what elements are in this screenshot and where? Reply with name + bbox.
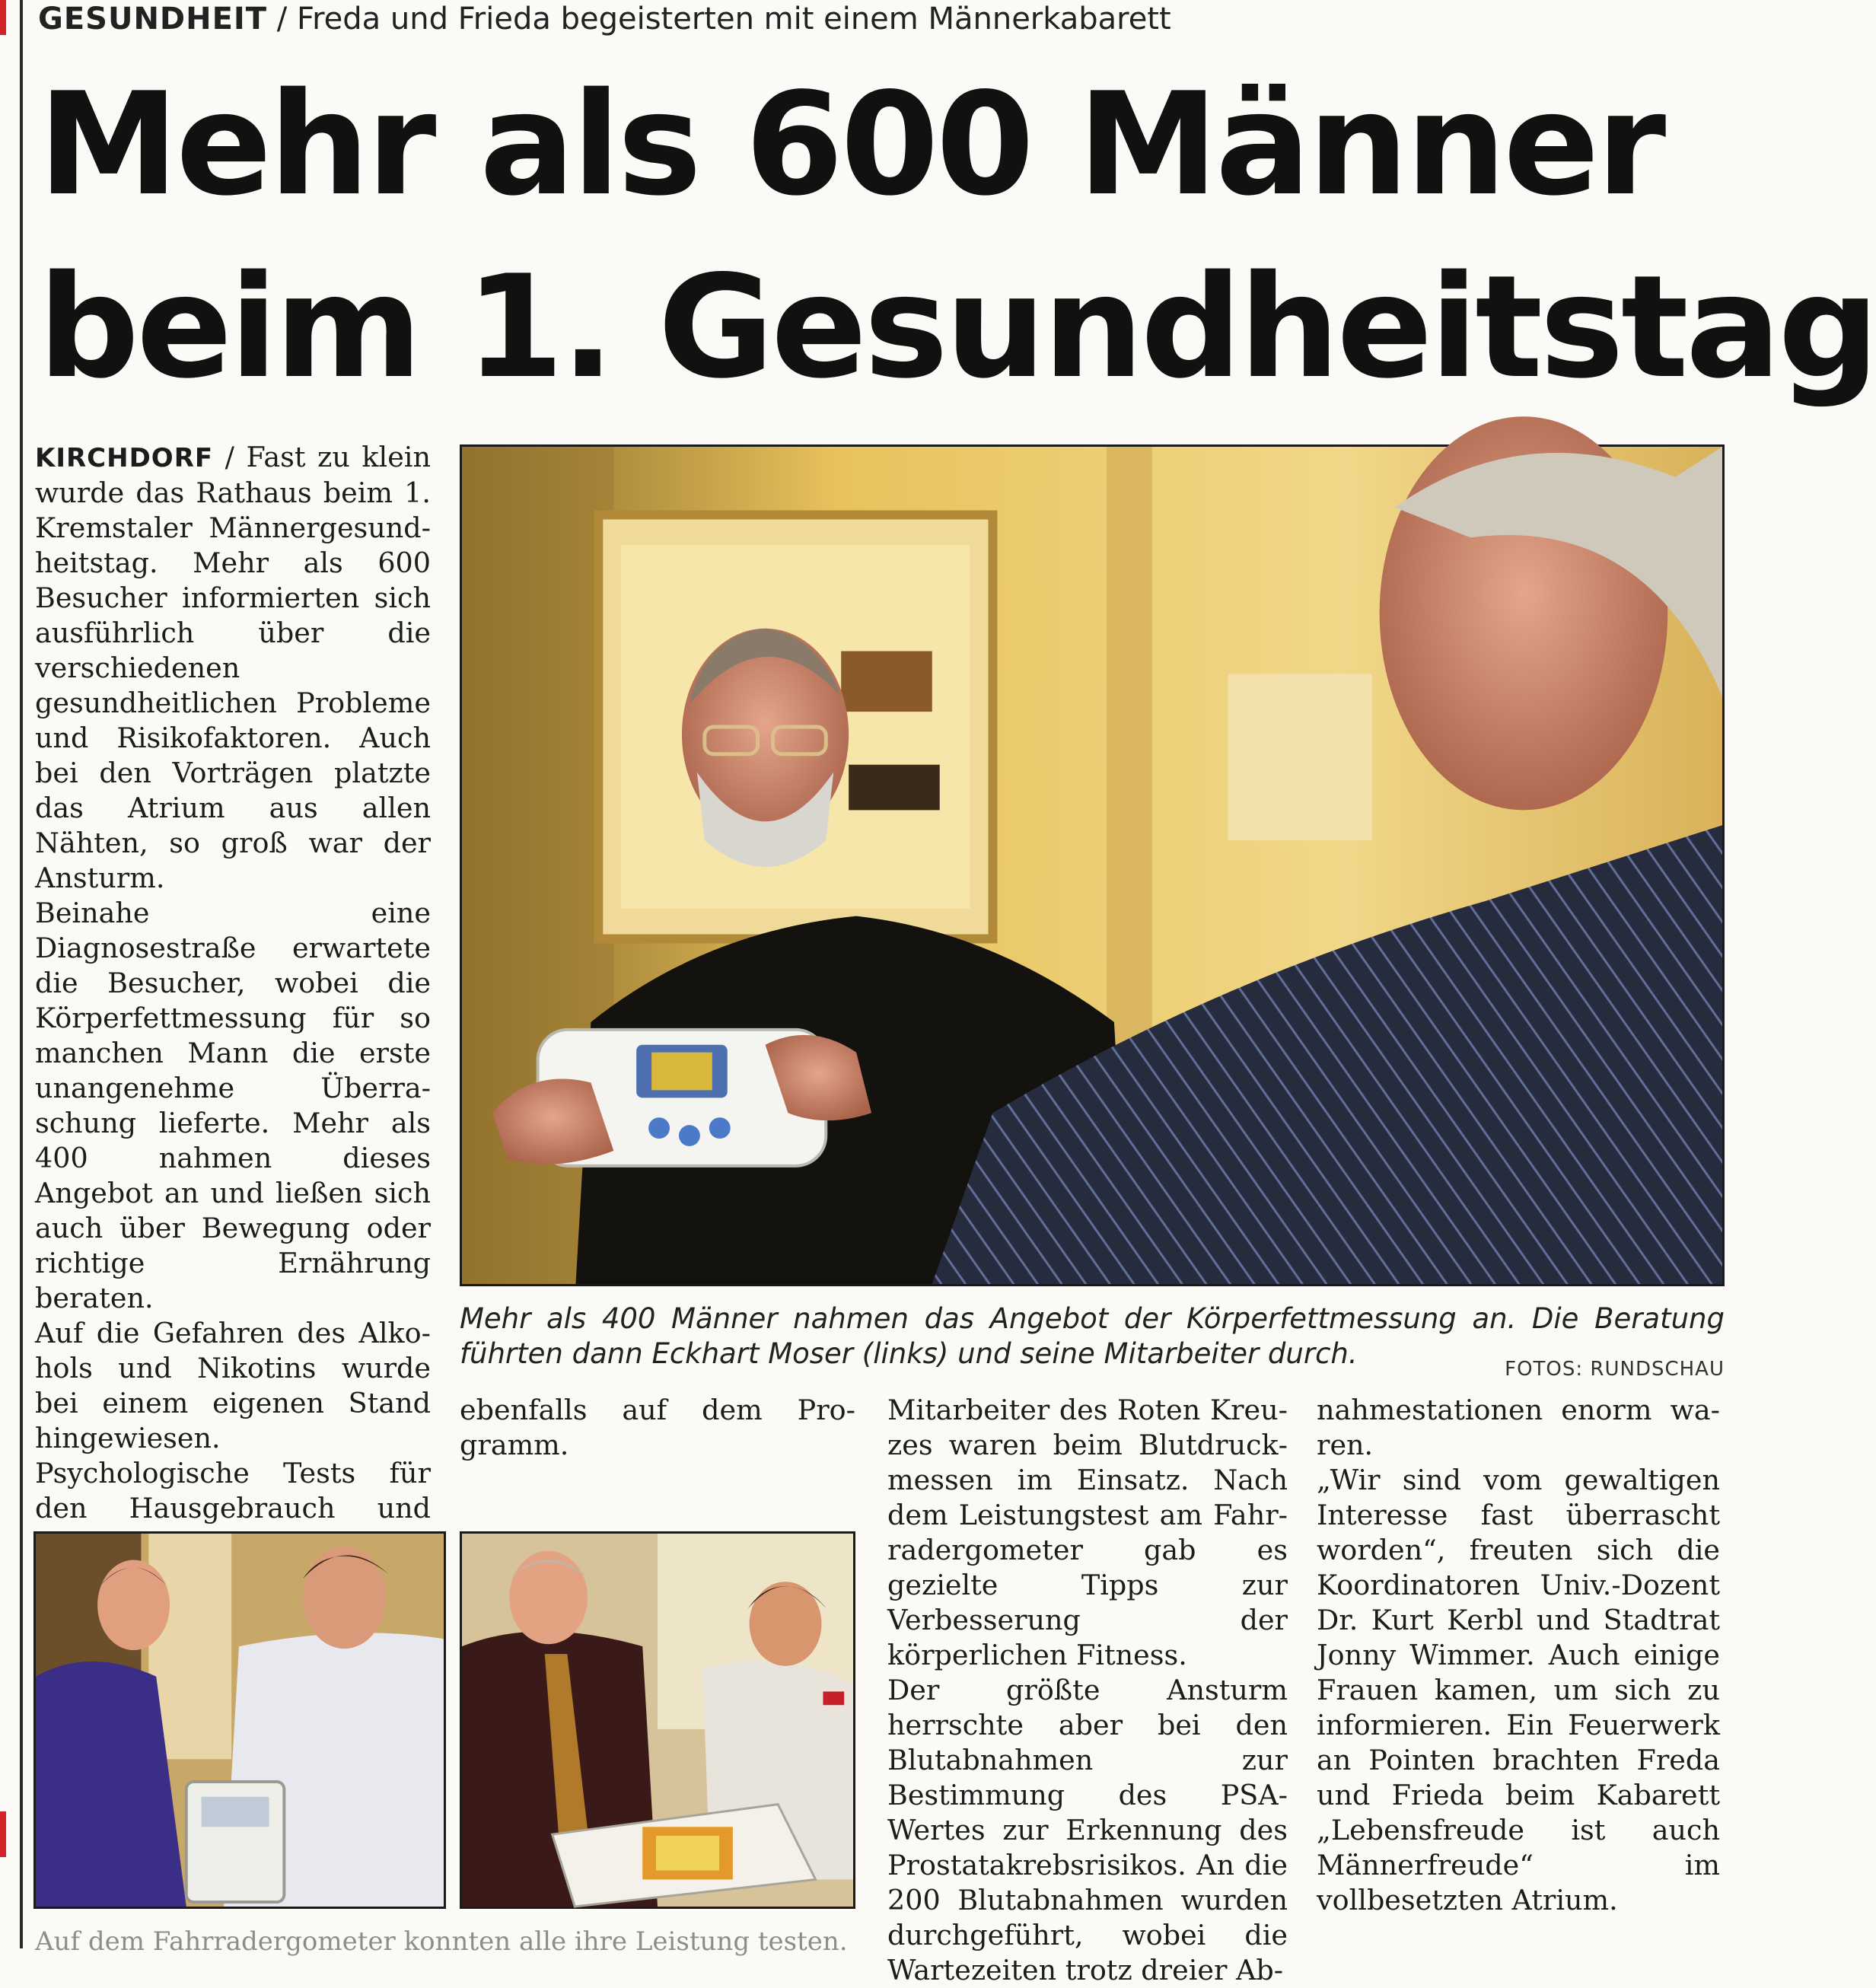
cut-off-caption: Auf dem Fahrradergometer konnten alle ihre Leistung testen. [35, 1926, 848, 1957]
paragraph: Der größte Ansturm herrschte aber bei den Blutabnahmen zur Bestimmung des PSA-Wertes zur Erkennung des Prostatakrebsrisikos. An die 200 Blutabnahmen wurden durchgeführt, wobei die Wartezeiten trotz dreier Ab- [887, 1674, 1288, 1986]
kicker-separator: / [267, 2, 297, 37]
ergometer-photo-illustration [36, 1534, 444, 1907]
photo-caption: Mehr als 400 Männer nahmen das Angebot der Körperfettmessung an. Die Beratung führten dann Eckhart Moser (links) und seine Mitarbeiter durch. [460, 1302, 1725, 1370]
headline-line-1: Mehr als 600 Männer [38, 62, 1664, 227]
main-photo-illustration [462, 447, 1722, 1284]
paragraph: Auf die Gefahren des Alkohols und Nikotins wurde bei einem eigenen Stand hingewiesen. Psychologische Tests für den Hausgebrauch und [35, 1317, 431, 1524]
main-photo [460, 444, 1725, 1286]
paragraph: Mitarbeiter des Roten Kreuzes waren beim Blutdruckmessen im Einsatz. Nach dem Leistungstest am Fahrradergometer gab es gezielte Tipps zur Verbesserung der körperlichen Fitness. [887, 1394, 1288, 1671]
kicker-section: GESUNDHEIT [38, 2, 268, 37]
edge-mark-top [0, 0, 6, 35]
dateline-separator: / [213, 441, 247, 473]
article-column-1 [35, 440, 431, 1524]
kicker [38, 0, 1758, 38]
dateline: KIRCHDORF [35, 443, 214, 473]
paragraph: ebenfalls auf dem Programm. [460, 1394, 855, 1461]
kicker-text: Freda und Frieda begeisterten mit einem Männerkabarett [297, 2, 1171, 37]
headline-line-2: beim 1. Gesundheitstag [38, 244, 1876, 409]
photo-credit: FOTOS: RUNDSCHAU [1505, 1358, 1725, 1381]
margin-rule [20, 0, 23, 1948]
article-column-3 [887, 1393, 1288, 1986]
blood-pressure-photo-illustration [462, 1534, 853, 1907]
paragraph: „Wir sind vom gewaltigen Interesse fast überrascht worden“, freuten sich die Koordinatoren Univ.-Dozent Dr. Kurt Kerbl und Stadtrat Jonny Wimmer. Auch einige Frauen kamen, um sich zu informieren. Ein Feuerwerk an Pointen brachten Freda und Frieda beim Kabarett „Lebensfreude ist auch Männerfreude“ im vollbesetzten Atrium. [1317, 1464, 1720, 1916]
paragraph [35, 440, 431, 896]
paragraph-text: Fast zu klein wurde das Rathaus beim 1. Kremstaler Männergesundheitstag. Mehr als 600 Besucher informierten sich ausführlich über die verschiedenen gesundheitlichen Probleme und Risikofaktoren. Auch bei den Vorträgen platzte das Atrium aus allen Nähten, so groß war der Ansturm. [35, 441, 431, 894]
article-column-2 [460, 1393, 855, 1469]
paragraph: nahmestationen enorm waren. [1317, 1394, 1720, 1461]
ergometer-photo [33, 1531, 446, 1909]
paragraph: Beinahe eine Diagnosestraße erwartete die Besucher, wobei die Körperfettmessung für so manchen Mann die erste unangenehme Überraschung lieferte. Mehr als 400 nahmen dieses Angebot an und ließen sich auch über Bewegung oder richtige Ernährung beraten. [35, 897, 431, 1314]
edge-mark-bottom [0, 1811, 6, 1857]
article-column-4 [1317, 1393, 1720, 1916]
headline [38, 53, 1876, 419]
blood-pressure-photo [460, 1531, 855, 1909]
